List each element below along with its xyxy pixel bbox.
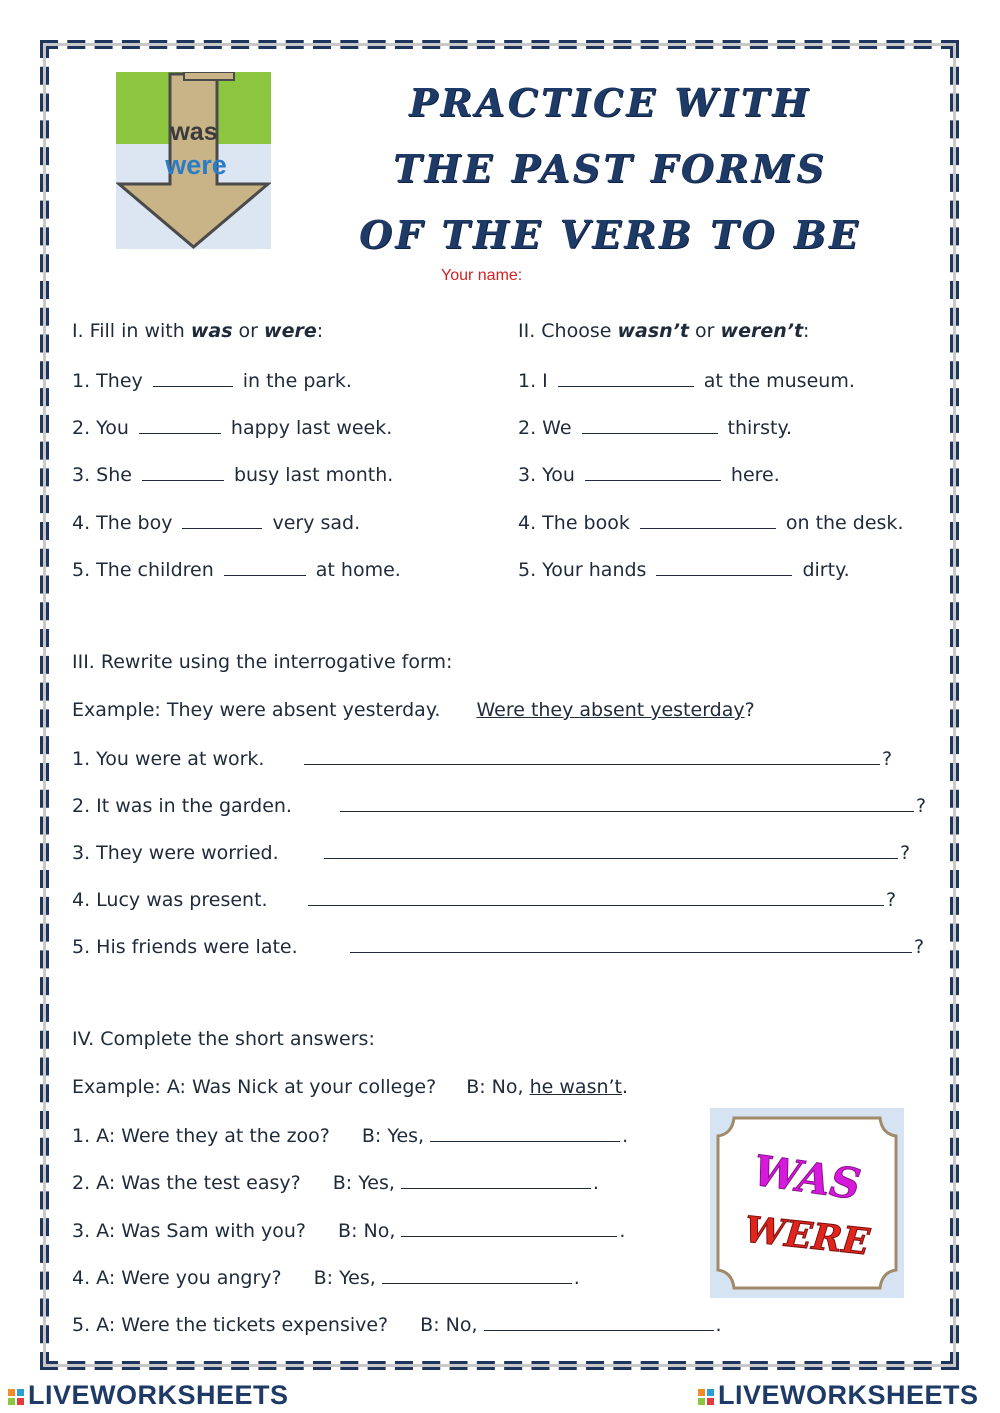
section3-item-1	[72, 746, 892, 770]
section4-item-3	[72, 1218, 625, 1242]
answer-line[interactable]	[308, 887, 884, 906]
section1-item-1	[72, 368, 352, 392]
item-text: 5. Your hands	[518, 559, 647, 581]
section2-item-1	[518, 368, 855, 392]
answer-line[interactable]	[340, 793, 914, 812]
question-mark: ?	[882, 748, 893, 770]
item-text: 1. I	[518, 370, 548, 392]
question-mark: ?	[900, 842, 911, 864]
end-mark: .	[715, 1314, 722, 1336]
item-text: 4. The boy	[72, 512, 173, 534]
item-text: thirsty.	[727, 417, 793, 439]
title-line-3: OF THE VERB TO BE	[359, 212, 861, 257]
item-text: 2. It was in the garden.	[72, 795, 292, 817]
stamp-word-was: WAS	[750, 1145, 864, 1210]
answer-line[interactable]	[324, 840, 898, 859]
your-name-label: Your name:	[441, 267, 523, 284]
answer-blank[interactable]	[558, 368, 694, 387]
item-b-label: B: Yes,	[361, 1125, 425, 1147]
footer-brand-text: LIVEWORKSHEETS	[718, 1380, 979, 1410]
end-mark: .	[573, 1267, 580, 1289]
example-answer: he wasn’t	[529, 1076, 622, 1098]
section2-heading	[518, 320, 809, 342]
section1-heading-post: :	[316, 320, 324, 342]
answer-blank[interactable]	[153, 368, 233, 387]
section1-heading	[72, 320, 323, 342]
section3-item-2	[72, 793, 926, 817]
logo-word-was: was	[170, 118, 218, 146]
section2-heading-word1: wasn’t	[617, 320, 689, 342]
section4-item-2	[72, 1170, 599, 1194]
item-question: 4. A: Were you angry?	[72, 1267, 282, 1289]
example-label: Example: They were absent yesterday.	[72, 699, 441, 721]
item-text: 3. She	[72, 464, 132, 486]
item-text: 2. We	[518, 417, 572, 439]
was-were-arrow-logo	[116, 72, 271, 249]
item-question: 5. A: Were the tickets expensive?	[72, 1314, 389, 1336]
section1-item-2	[72, 415, 392, 439]
item-text: 2. You	[72, 417, 129, 439]
item-b-label: B: No,	[420, 1314, 478, 1336]
footer-brand-text: LIVEWORKSHEETS	[28, 1380, 289, 1410]
title-line-1: PRACTICE WITH	[408, 80, 811, 125]
item-question: 3. A: Was Sam with you?	[72, 1220, 307, 1242]
section2-heading-mid: or	[689, 320, 721, 342]
item-text: 1. You were at work.	[72, 748, 265, 770]
logo-word-were: were	[165, 150, 227, 180]
item-text: 5. The children	[72, 559, 214, 581]
section3-heading: III. Rewrite using the interrogative form:	[72, 651, 453, 673]
liveworksheets-icon	[8, 1389, 24, 1405]
section2-heading-word2: weren’t	[720, 320, 804, 342]
answer-blank[interactable]	[656, 557, 792, 576]
item-text: here.	[730, 464, 780, 486]
question-mark: ?	[914, 936, 925, 958]
item-text: 3. They were worried.	[72, 842, 279, 864]
answer-blank[interactable]	[640, 510, 776, 529]
section3-item-3	[72, 840, 910, 864]
section3-item-5	[72, 934, 924, 958]
item-text: dirty.	[802, 559, 850, 581]
section2-item-3	[518, 462, 780, 486]
item-b-label: B: No,	[338, 1220, 396, 1242]
item-text: on the desk.	[785, 512, 904, 534]
item-text: happy last week.	[230, 417, 393, 439]
end-mark: .	[622, 1125, 629, 1147]
item-text: 4. Lucy was present.	[72, 889, 268, 911]
answer-line[interactable]	[350, 934, 912, 953]
answer-blank[interactable]	[142, 462, 224, 481]
example-question: Example: A: Was Nick at your college?	[72, 1076, 437, 1098]
liveworksheets-icon	[698, 1389, 714, 1405]
item-question: 1. A: Were they at the zoo?	[72, 1125, 330, 1147]
item-text: busy last month.	[233, 464, 394, 486]
item-question: 2. A: Was the test easy?	[72, 1172, 301, 1194]
footer-brand-right[interactable]	[698, 1380, 979, 1411]
section1-heading-word1: was	[190, 320, 233, 342]
section1-heading-word2: were	[264, 320, 317, 342]
answer-line[interactable]	[430, 1123, 620, 1142]
item-text: 3. You	[518, 464, 575, 486]
section2-item-4	[518, 510, 903, 534]
answer-blank[interactable]	[224, 557, 306, 576]
answer-blank[interactable]	[139, 415, 221, 434]
section1-item-5	[72, 557, 401, 581]
item-text: at the museum.	[703, 370, 855, 392]
section2-heading-post: :	[803, 320, 810, 342]
title-line-2: THE PAST FORMS	[393, 146, 827, 191]
was-were-stamp	[710, 1108, 904, 1298]
answer-line[interactable]	[484, 1312, 714, 1331]
item-b-label: B: Yes,	[332, 1172, 395, 1194]
section4-item-4	[72, 1265, 580, 1289]
answer-blank[interactable]	[585, 462, 721, 481]
page-title	[330, 70, 890, 268]
example-answer: Were they absent yesterday	[476, 699, 745, 721]
example-end-mark: .	[622, 1076, 629, 1098]
item-text: 5. His friends were late.	[72, 936, 298, 958]
section2-heading-pre: II. Choose	[518, 320, 618, 342]
section4-item-1	[72, 1123, 628, 1147]
section1-item-3	[72, 462, 393, 486]
section1-heading-pre: I. Fill in with	[72, 320, 191, 342]
stamp-word-were: WERE	[742, 1208, 872, 1264]
answer-blank[interactable]	[582, 415, 718, 434]
section4-heading: IV. Complete the short answers:	[72, 1028, 375, 1050]
section1-heading-mid: or	[232, 320, 265, 342]
answer-line[interactable]	[304, 746, 880, 765]
item-text: very sad.	[272, 512, 361, 534]
section1-item-4	[72, 510, 360, 534]
end-mark: .	[592, 1172, 599, 1194]
section2-item-2	[518, 415, 792, 439]
example-b-label: B: No,	[466, 1076, 524, 1098]
item-text: 1. They	[72, 370, 143, 392]
end-mark: .	[619, 1220, 626, 1242]
answer-blank[interactable]	[182, 510, 262, 529]
answer-line[interactable]	[401, 1170, 591, 1189]
example-end-mark: ?	[744, 699, 755, 721]
section3-example	[72, 699, 755, 721]
footer-brand-left[interactable]	[8, 1380, 289, 1411]
item-b-label: B: Yes,	[313, 1267, 376, 1289]
answer-line[interactable]	[382, 1265, 572, 1284]
question-mark: ?	[916, 795, 927, 817]
item-text: 4. The book	[518, 512, 630, 534]
section4-example	[72, 1076, 628, 1098]
answer-line[interactable]	[401, 1218, 617, 1237]
question-mark: ?	[886, 889, 897, 911]
section4-item-5	[72, 1312, 722, 1336]
section2-item-5	[518, 557, 850, 581]
item-text: at home.	[315, 559, 401, 581]
item-text: in the park.	[242, 370, 352, 392]
section3-item-4	[72, 887, 896, 911]
